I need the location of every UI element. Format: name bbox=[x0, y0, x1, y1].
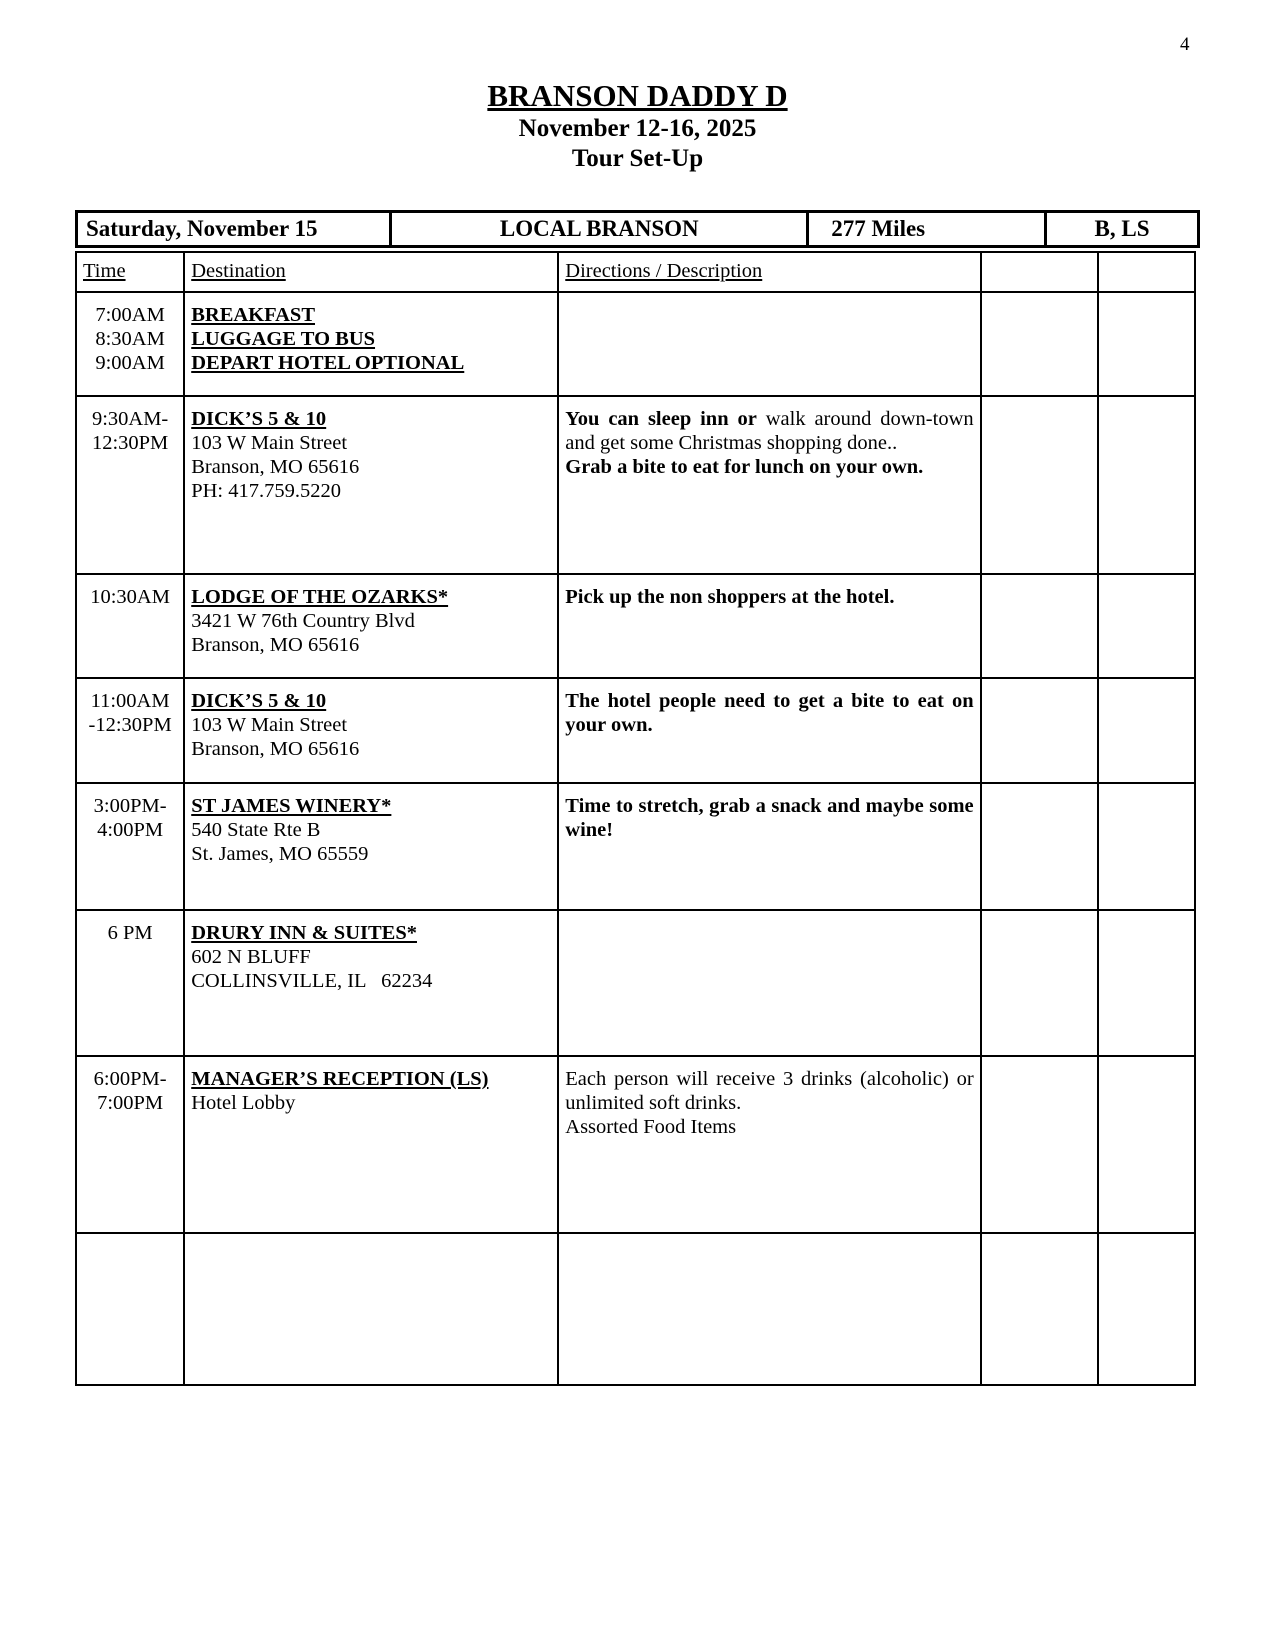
row-blank-2 bbox=[1098, 396, 1195, 574]
row-directions bbox=[558, 292, 980, 396]
schedule-header-row bbox=[76, 252, 1195, 292]
row-time: 6 PM bbox=[76, 910, 184, 1056]
row-directions: The hotel people need to get a bite to eat on your own. bbox=[558, 678, 980, 783]
row-destination: ST JAMES WINERY* 540 State Rte B St. James, MO 65559 bbox=[184, 783, 558, 910]
row-blank-2 bbox=[1098, 292, 1195, 396]
row-destination: DICK’S 5 & 10 103 W Main Street Branson, MO 65616 bbox=[184, 678, 558, 783]
day-meals: B, LS bbox=[1046, 212, 1199, 247]
empty-cell bbox=[558, 1233, 980, 1385]
col-header-destination: Destination bbox=[184, 252, 558, 292]
destination-name: BREAKFAST bbox=[191, 304, 315, 326]
row-blank-2 bbox=[1098, 678, 1195, 783]
row-blank-1 bbox=[981, 678, 1099, 783]
table-row bbox=[76, 910, 1195, 1056]
row-destination: DRURY INN & SUITES* 602 N BLUFF COLLINSVILLE, IL 62234 bbox=[184, 910, 558, 1056]
destination-name: LUGGAGE TO BUS bbox=[191, 328, 376, 350]
row-directions: Pick up the non shoppers at the hotel. bbox=[558, 574, 980, 678]
day-header-table bbox=[75, 210, 1200, 248]
col-header-directions: Directions / Description bbox=[558, 252, 980, 292]
table-row-empty bbox=[76, 1233, 1195, 1385]
table-row bbox=[76, 396, 1195, 574]
table-row bbox=[76, 574, 1195, 678]
table-row bbox=[76, 292, 1195, 396]
table-row bbox=[76, 783, 1195, 910]
title-block bbox=[0, 78, 1275, 174]
row-destination: DICK’S 5 & 10 103 W Main Street Branson, MO 65616 PH: 417.759.5220 bbox=[184, 396, 558, 574]
destination-name: ST JAMES WINERY* bbox=[191, 795, 392, 817]
row-blank-1 bbox=[981, 1056, 1099, 1233]
col-header-blank-2 bbox=[1098, 252, 1195, 292]
row-directions: Time to stretch, grab a snack and maybe some wine! bbox=[558, 783, 980, 910]
row-blank-1 bbox=[981, 783, 1099, 910]
destination-name: DICK’S 5 & 10 bbox=[191, 408, 327, 430]
tour-subtitle: Tour Set-Up bbox=[571, 145, 704, 172]
destination-name: DICK’S 5 & 10 bbox=[191, 690, 327, 712]
destination-name: LODGE OF THE OZARKS* bbox=[191, 586, 449, 608]
destination-name: DRURY INN & SUITES* bbox=[191, 922, 417, 944]
row-destination bbox=[184, 292, 558, 396]
empty-cell bbox=[1098, 1233, 1195, 1385]
destination-name: DEPART HOTEL OPTIONAL bbox=[191, 352, 465, 374]
row-blank-1 bbox=[981, 574, 1099, 678]
empty-cell bbox=[76, 1233, 184, 1385]
table-row bbox=[76, 678, 1195, 783]
row-blank-2 bbox=[1098, 1056, 1195, 1233]
row-destination: LODGE OF THE OZARKS* 3421 W 76th Country Blvd Branson, MO 65616 bbox=[184, 574, 558, 678]
row-blank-2 bbox=[1098, 910, 1195, 1056]
destination-name: MANAGER’S RECEPTION (LS) bbox=[191, 1068, 489, 1090]
col-header-time: Time bbox=[76, 252, 184, 292]
row-blank-1 bbox=[981, 396, 1099, 574]
row-destination: MANAGER’S RECEPTION (LS) Hotel Lobby bbox=[184, 1056, 558, 1233]
row-blank-1 bbox=[981, 910, 1099, 1056]
row-directions bbox=[558, 910, 980, 1056]
document-title: BRANSON DADDY D bbox=[487, 78, 788, 113]
schedule-table bbox=[75, 251, 1196, 1386]
row-time: 7:00AM 8:30AM 9:00AM bbox=[76, 292, 184, 396]
row-time: 9:30AM- 12:30PM bbox=[76, 396, 184, 574]
empty-cell bbox=[981, 1233, 1099, 1385]
col-header-blank-1 bbox=[981, 252, 1099, 292]
page-number: 4 bbox=[1180, 34, 1190, 55]
row-time: 6:00PM- 7:00PM bbox=[76, 1056, 184, 1233]
tour-dates: November 12-16, 2025 bbox=[518, 115, 757, 142]
row-blank-2 bbox=[1098, 574, 1195, 678]
row-directions: Each person will receive 3 drinks (alcoholic) or unlimited soft drinks. Assorted Food Items bbox=[558, 1056, 980, 1233]
row-directions: You can sleep inn or walk around down-town and get some Christmas shopping done.. Grab a bite to eat for lunch on your own. bbox=[558, 396, 980, 574]
empty-cell bbox=[184, 1233, 558, 1385]
row-blank-1 bbox=[981, 292, 1099, 396]
day-date: Saturday, November 15 bbox=[77, 212, 391, 247]
row-blank-2 bbox=[1098, 783, 1195, 910]
day-miles: 277 Miles bbox=[808, 212, 1046, 247]
row-time: 10:30AM bbox=[76, 574, 184, 678]
table-row bbox=[76, 1056, 1195, 1233]
day-location: LOCAL BRANSON bbox=[391, 212, 808, 247]
row-time: 11:00AM -12:30PM bbox=[76, 678, 184, 783]
row-time: 3:00PM- 4:00PM bbox=[76, 783, 184, 910]
